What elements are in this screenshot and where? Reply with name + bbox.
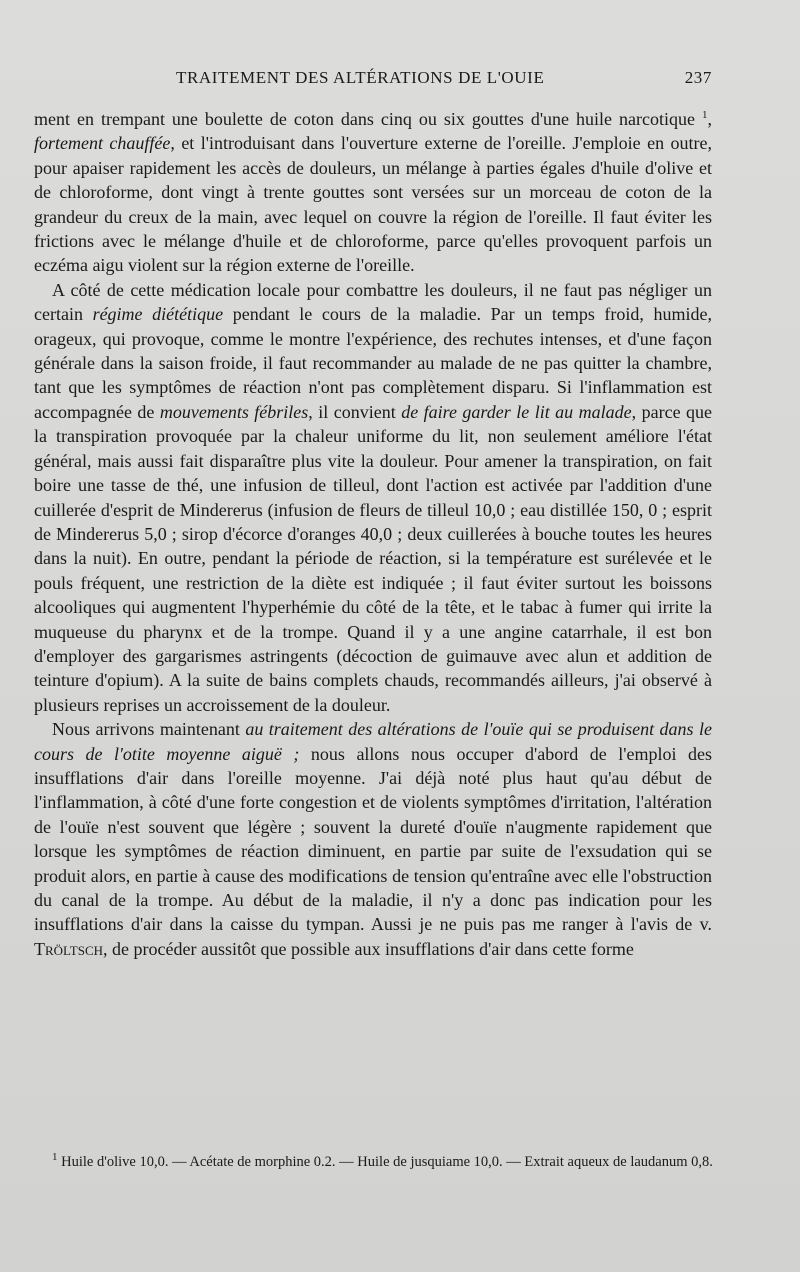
text-run: nous allons nous occuper d'abord de l'emploi des insufflations d'air dans l'oreille moyenne. J'ai déjà noté plus haut qu'au début de l'inflammation, à côté d'une forte congestion et de violents symptômes d'irritation, l'altération de l'ouïe n'est souvent que légère ; souvent la dureté d'ouïe n'augmente rapidement que lorsque les symptômes de réaction diminuent, en partie par suite de l'exsudation qui se produit alors, en partie à cause des modifications de tension qu'entraîne avec elle l'obstruction du canal de la trompe. Au début de la maladie, il n'y a donc pas indication pour les insufflations d'air dans la caisse du tympan. Aussi je ne puis pas me ranger à l'avis de v.	[34, 743, 712, 935]
text-run: A côté de cette médication locale pour combattre les douleurs, il ne faut pas négliger un certain	[34, 279, 712, 325]
body-paragraph	[34, 107, 712, 278]
italic-run: au traitement des altérations de l'ouïe qui se produisent dans le cours de l'otite moyenne aiguë ;	[34, 719, 712, 764]
footnote	[34, 1152, 724, 1172]
text-run: , et l'introduisant dans l'ouverture externe de l'oreille. J'emploie en outre, pour apaiser rapidement les accès de douleurs, un mélange à parties égales d'huile d'olive et de chloroforme, dont vingt à trente gouttes sont versées sur un morceau de coton de la grandeur du creux de la main, avec lequel on couvre la région de l'oreille. Il faut éviter les frictions avec le mélange d'huile et de chloroforme, parce qu'elles provoquent parfois un eczéma aigu violent sur la région externe de l'oreille.	[34, 133, 712, 276]
running-title: TRAITEMENT DES ALTÉRATIONS DE L'OUIE	[176, 68, 545, 87]
text-run: ment en trempant une boulette de coton dans cinq ou six gouttes d'une huile narcotique	[34, 109, 702, 129]
text-run: , de procéder aussitôt que possible aux insufflations d'air dans cette forme	[103, 938, 634, 959]
italic-run: régime diététique	[92, 304, 224, 325]
text-run: , il convient	[308, 401, 402, 422]
running-header	[34, 68, 712, 88]
footnote-ref: 1	[702, 109, 708, 121]
italic-run: de faire garder le lit au malade	[401, 401, 632, 422]
footnote-marker: 1	[52, 1151, 58, 1164]
page-number: 237	[684, 68, 712, 87]
footnote-paragraph	[34, 1152, 724, 1172]
body-paragraph	[34, 717, 712, 961]
body-paragraph	[34, 278, 712, 717]
text-run: , parce que la transpiration provoquée par la chaleur uniforme du lit, non seulement améliore l'état général, mais aussi fait disparaître plus vite la douleur. Pour amener la transpiration, on fait boire une tasse de thé, une infusion de tilleul, dont l'action est activée par l'addition d'une cuillerée d'esprit de Mindererus (infusion de fleurs de tilleul 10,0 ; eau distillée 150, 0 ; esprit de Mindererus 5,0 ; sirop d'écorce d'oranges 40,0 ; deux cuillerées à bouche toutes les heures dans la nuit). En outre, pendant la période de réaction, si la température est surélevée et le pouls fréquent, une restriction de la diète est indiquée ; il faut éviter surtout les boissons alcooliques qui augmentent l'hyperhémie du côté de la tête, et le tabac à fumer qui irrite la muqueuse du pharynx et de la trompe. Quand il y a une angine catarrhale, il est bon d'employer des gargarismes astringents (décoction de guimauve avec alun et addition de teinture d'opium). A la suite de bains complets chauds, recommandés ailleurs, j'ai observé à plusieurs reprises un accroissement de la douleur.	[34, 401, 713, 715]
text-run: pendant le cours de la maladie. Par un temps froid, humide, orageux, qui provoque, comme le montre l'expérience, des rechutes intenses, et d'une façon générale dans la saison froide, il faut recommander au malade de ne pas quitter la chambre, tant que les symptômes de réaction n'ont pas complètement disparu. Si l'inflammation est accompagnée de	[34, 304, 712, 422]
text-run: ,	[707, 109, 712, 129]
italic-run: mouvements fébriles	[159, 401, 309, 422]
author-name: Tröltsch	[34, 938, 104, 959]
text-run: Nous arrivons maintenant	[52, 719, 246, 740]
footnote-text: Huile d'olive 10,0. — Acétate de morphine 0.2. — Huile de jusquiame 10,0. — Extrait aqueux de laudanum 0,8.	[61, 1154, 713, 1170]
italic-run: fortement chauffée	[34, 133, 171, 154]
body-text	[34, 107, 712, 961]
